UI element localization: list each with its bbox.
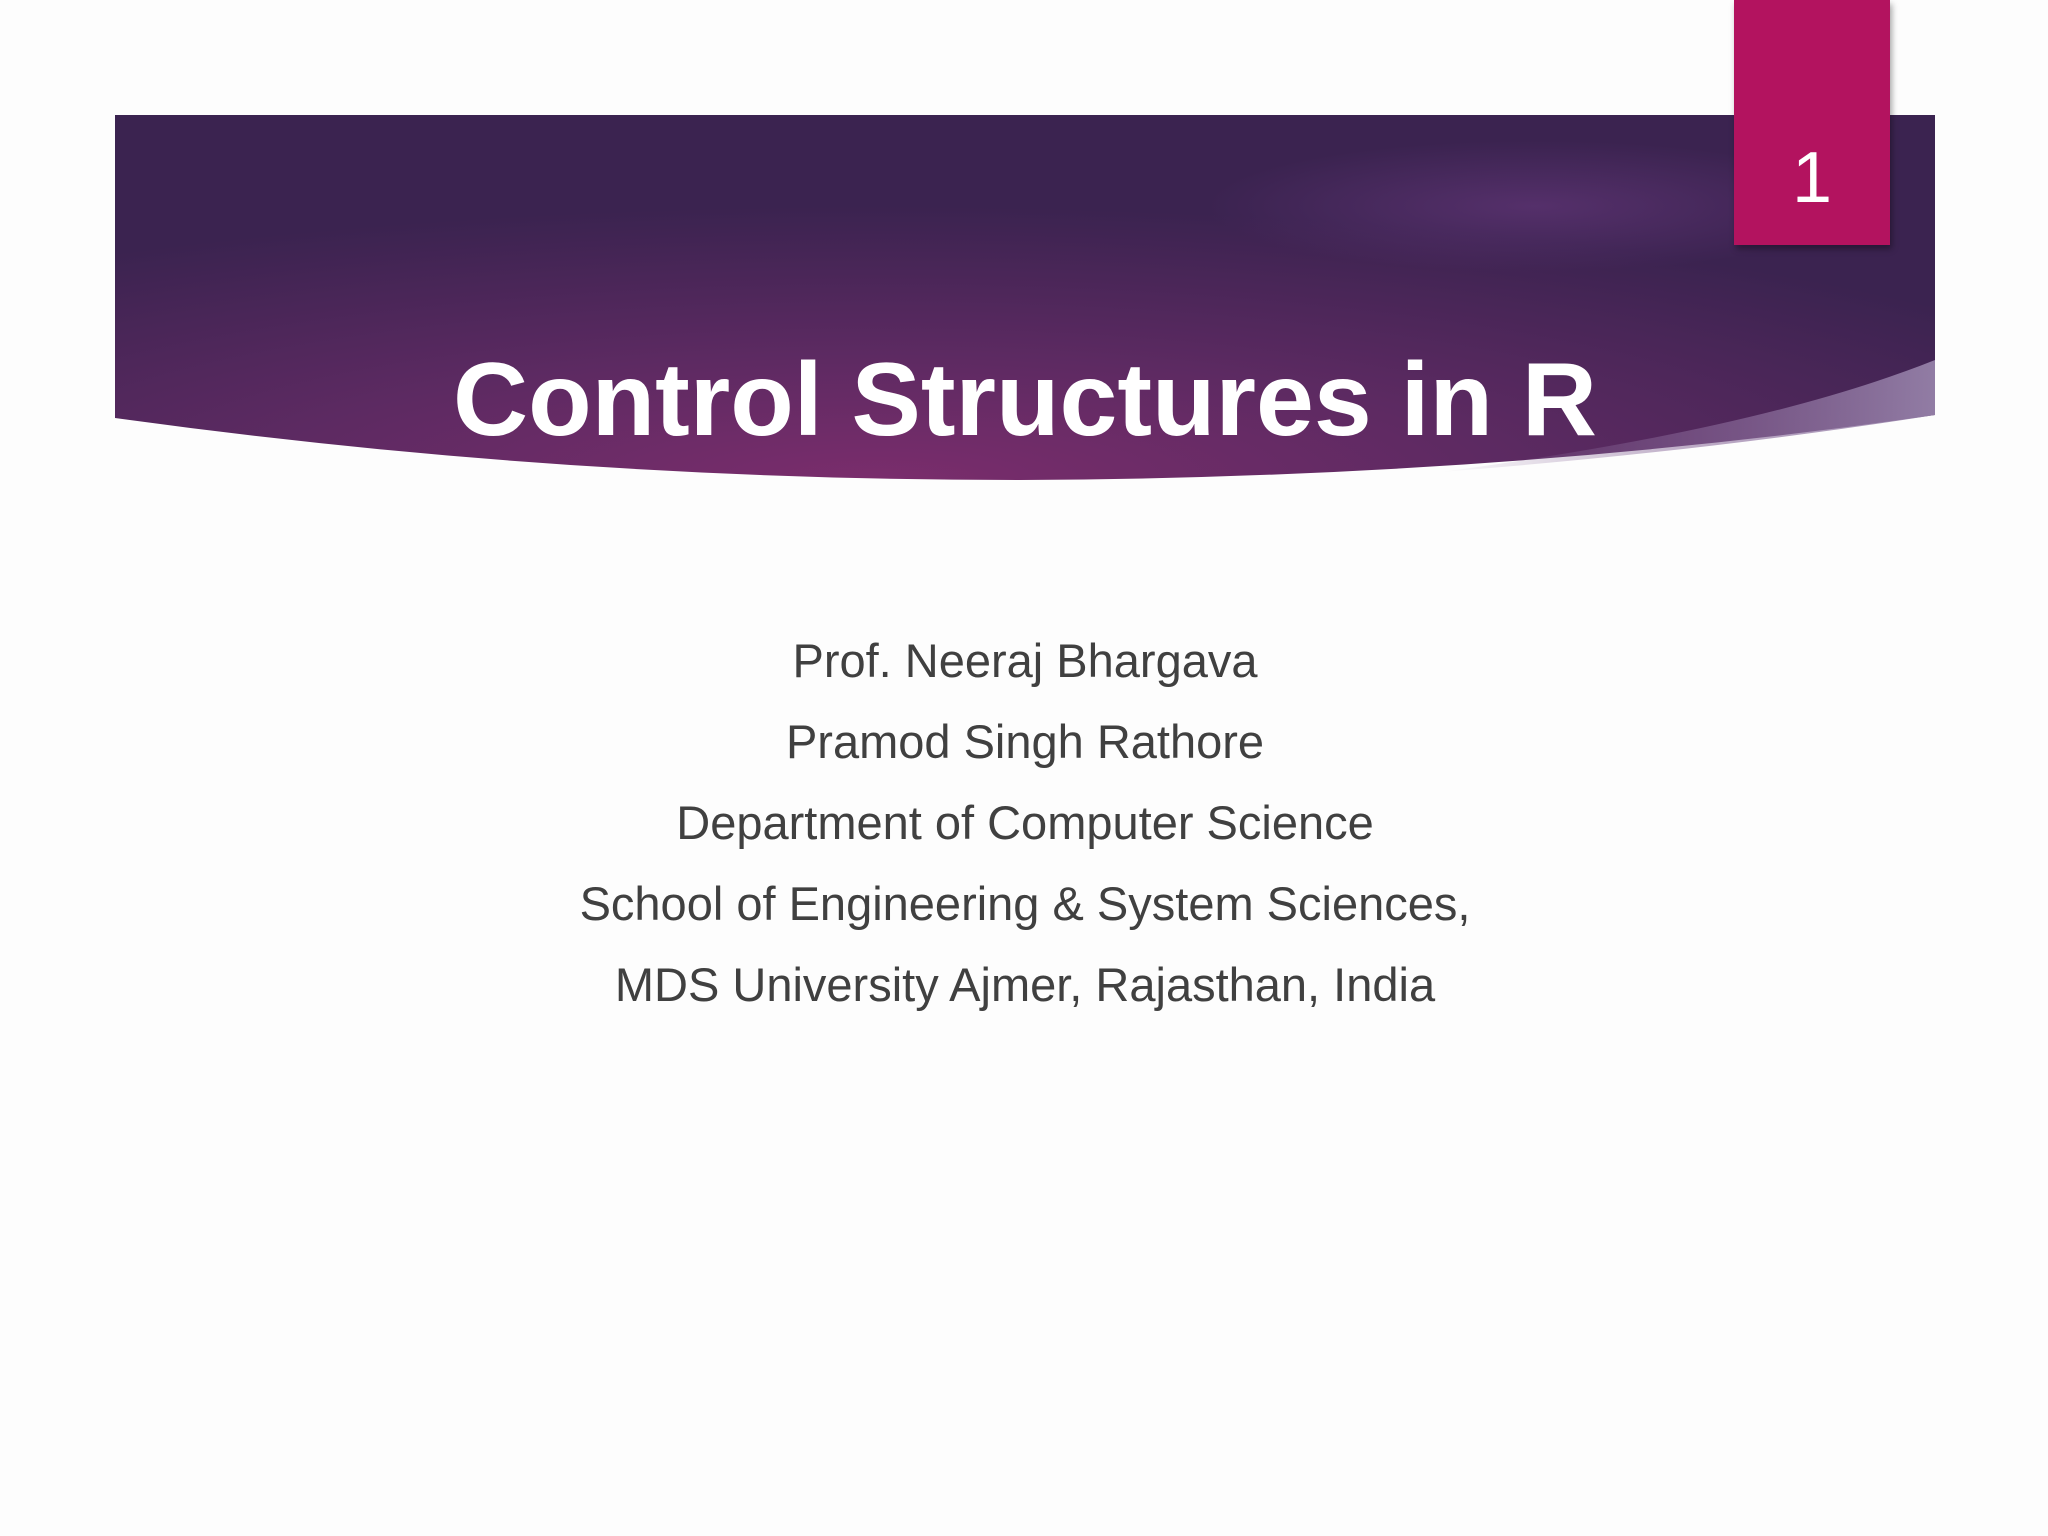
- slide-number: 1: [1791, 138, 1833, 218]
- university: MDS University Ajmer, Rajasthan, India: [614, 958, 1436, 1011]
- author-name: Prof. Neeraj Bhargava: [792, 634, 1258, 687]
- slide-title: Control Structures in R: [452, 342, 1598, 458]
- slide-number-box: [1734, 0, 1890, 245]
- author-block: [200, 620, 1850, 1025]
- school: School of Engineering & System Sciences,: [579, 877, 1471, 930]
- department: Department of Computer Science: [676, 796, 1374, 849]
- co-author-name: Pramod Singh Rathore: [785, 715, 1265, 768]
